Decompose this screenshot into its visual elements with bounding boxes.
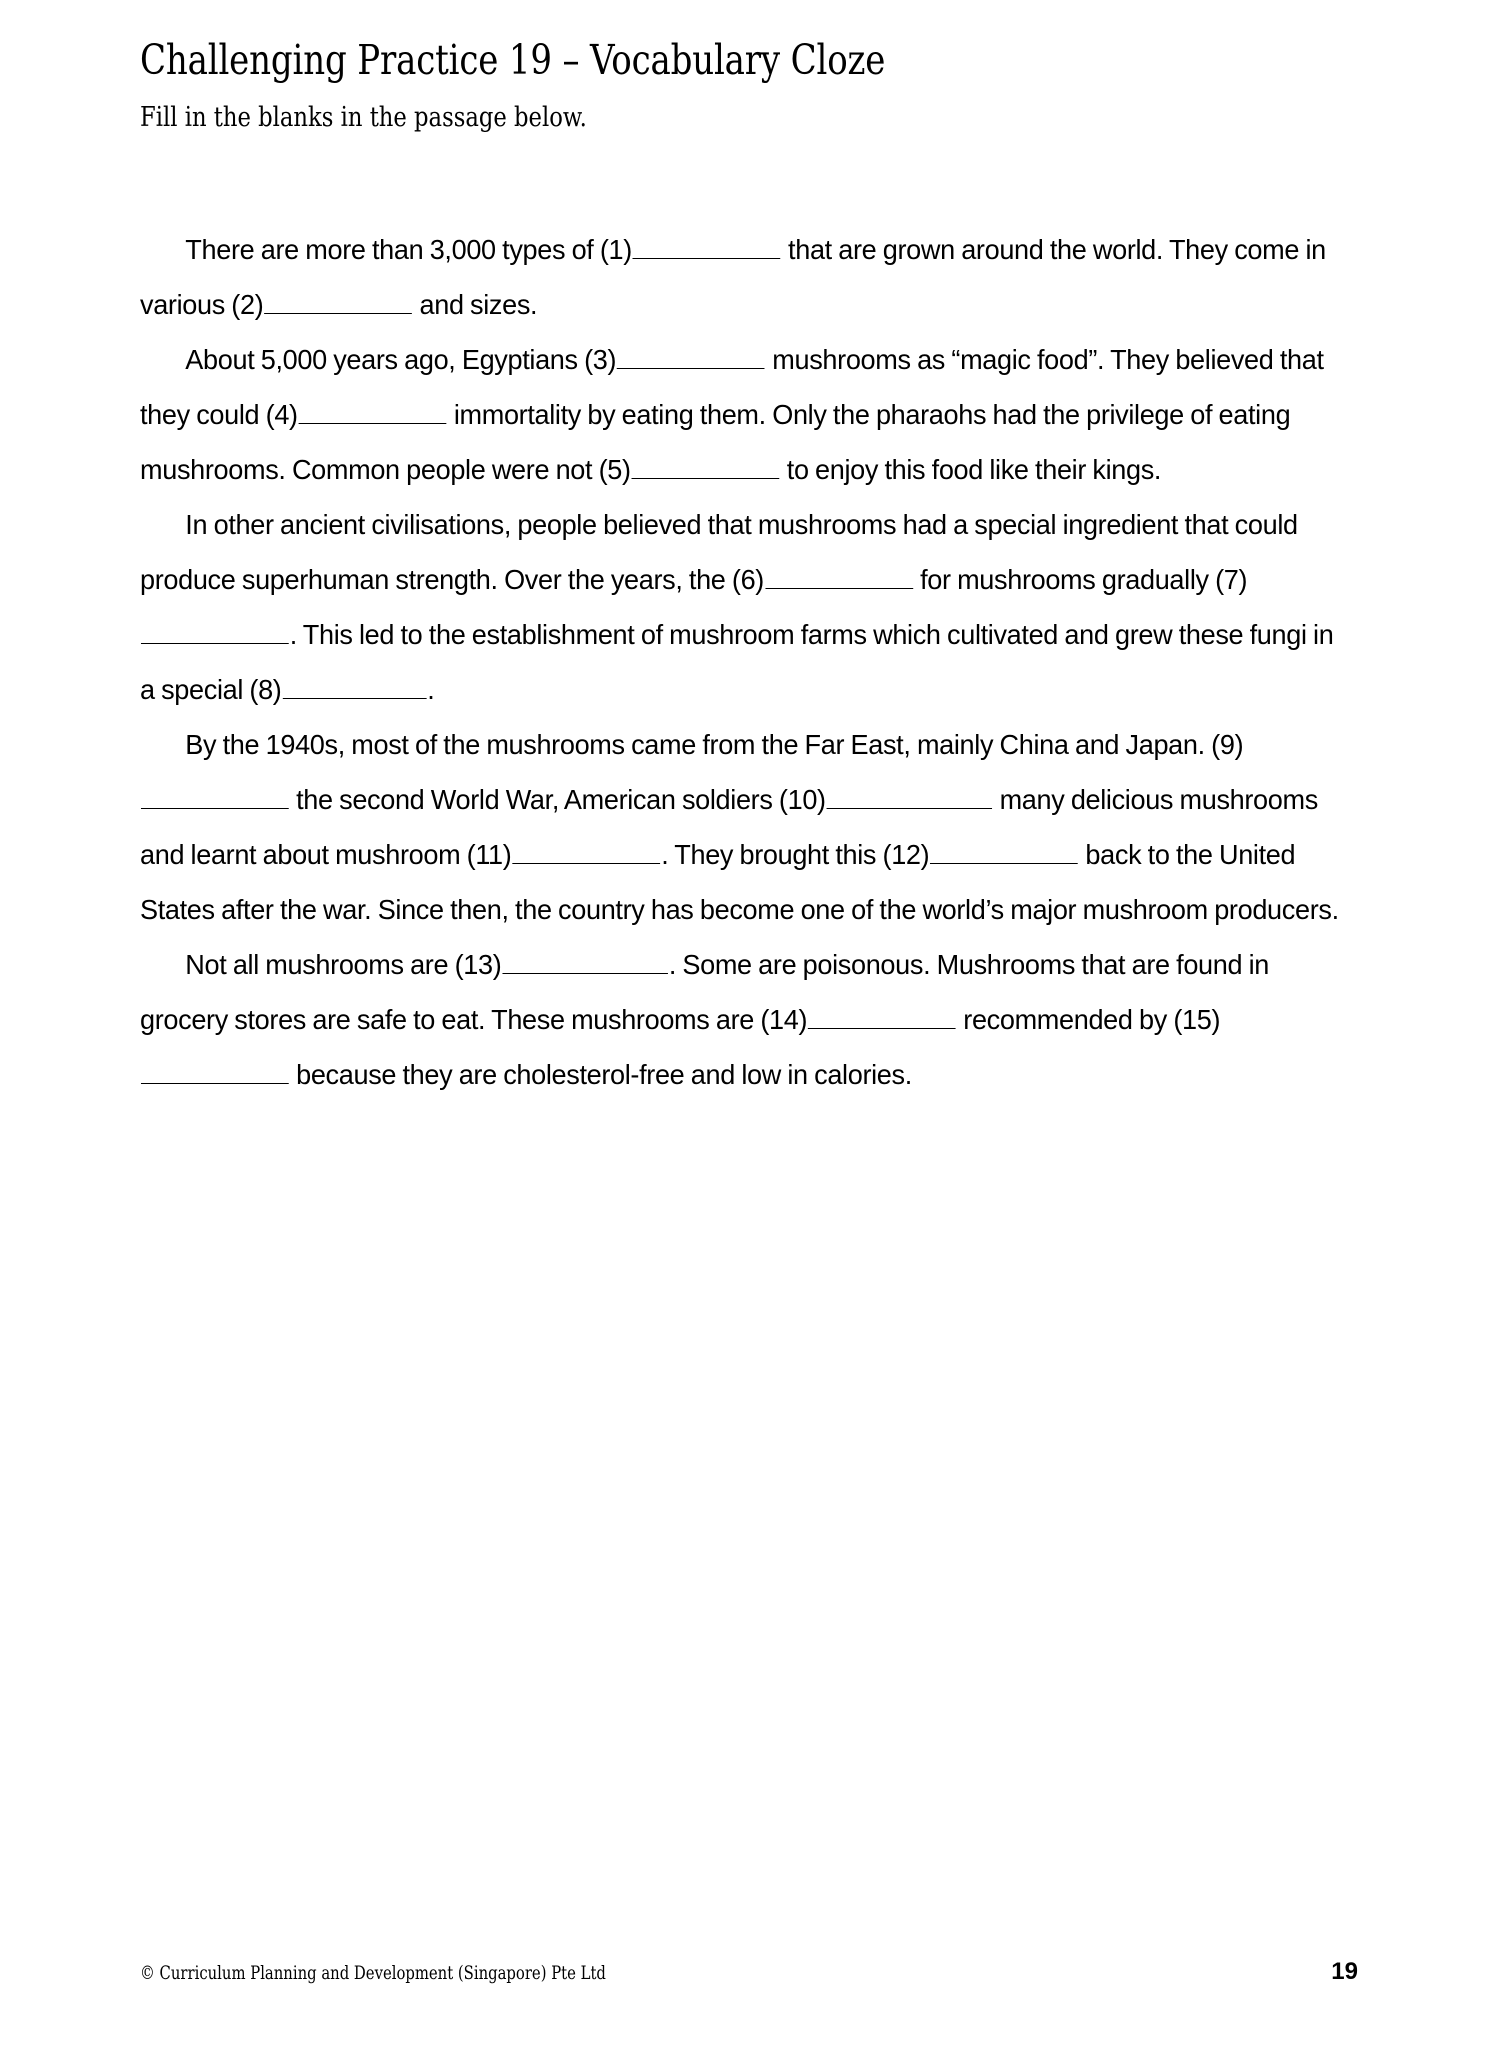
answer-blank-11[interactable] — [512, 838, 660, 864]
page-header — [140, 38, 1355, 133]
page-title: Challenging Practice 19 – Vocabulary Cloze — [140, 36, 886, 84]
passage-paragraph — [140, 497, 1340, 717]
passage-text: that are grown around the world. They come in various (2) — [140, 234, 1326, 320]
cloze-passage — [140, 222, 1358, 1102]
passage-paragraph — [140, 717, 1340, 937]
instruction-text: Fill in the blanks in the passage below. — [140, 102, 587, 134]
answer-blank-5[interactable] — [632, 453, 780, 479]
answer-blank-3[interactable] — [617, 343, 765, 369]
answer-blank-12[interactable] — [930, 838, 1078, 864]
passage-paragraph — [140, 332, 1340, 497]
answer-blank-15[interactable] — [141, 1058, 289, 1084]
answer-blank-8[interactable] — [282, 673, 426, 699]
copyright-notice: © Curriculum Planning and Development (Singapore) Pte Ltd — [140, 1962, 606, 1984]
answer-blank-1[interactable] — [633, 233, 781, 259]
passage-text: back to the United States after the war. Since then, the country has become one of the world’s major mushroom producers. — [140, 839, 1339, 925]
passage-text: . — [427, 674, 435, 705]
passage-text: . Some are poisonous. Mushrooms that are found in grocery stores are safe to eat. These mushrooms are (14) — [140, 949, 1269, 1035]
passage-text: There are more than 3,000 types of (1) — [185, 234, 632, 265]
passage-text: In other ancient civilisations, people believed that mushrooms had a special ingredient that could produce superhuman strength. Over the years, the (6) — [140, 509, 1298, 595]
passage-text: to enjoy this food like their kings. — [780, 454, 1162, 485]
passage-text: the second World War, American soldiers (10) — [289, 784, 826, 815]
page-footer — [140, 1958, 1358, 1986]
passage-text: immortality by eating them. Only the pharaohs had the privilege of eating mushrooms. Common people were not (5) — [140, 399, 1291, 485]
answer-blank-14[interactable] — [808, 1003, 956, 1029]
page-number: 19 — [1331, 1958, 1358, 1985]
passage-paragraph — [140, 937, 1340, 1102]
answer-blank-4[interactable] — [299, 398, 447, 424]
passage-paragraph — [140, 222, 1340, 332]
passage-text: and sizes. — [413, 289, 538, 320]
answer-blank-9[interactable] — [141, 783, 289, 809]
answer-blank-10[interactable] — [827, 783, 992, 809]
passage-text: many delicious mushrooms and learnt about mushroom (11) — [140, 784, 1318, 870]
passage-text: By the 1940s, most of the mushrooms came from the Far East, mainly China and Japan. (9) — [185, 729, 1244, 760]
passage-text: recommended by (15) — [956, 1004, 1221, 1035]
passage-text: About 5,000 years ago, Egyptians (3) — [185, 344, 617, 375]
passage-text: for mushrooms gradually (7) — [913, 564, 1248, 595]
passage-text: . This led to the establishment of mushroom farms which cultivated and grew these fungi in a special (8) — [140, 619, 1334, 705]
answer-blank-6[interactable] — [765, 563, 913, 589]
answer-blank-7[interactable] — [141, 618, 289, 644]
answer-blank-13[interactable] — [502, 948, 667, 974]
passage-text: Not all mushrooms are (13) — [185, 949, 502, 980]
passage-text: . They brought this (12) — [661, 839, 930, 870]
passage-text: mushrooms as “magic food”. They believed that they could (4) — [140, 344, 1324, 430]
answer-blank-2[interactable] — [264, 288, 412, 314]
passage-text: because they are cholesterol-free and low in calories. — [289, 1059, 912, 1090]
